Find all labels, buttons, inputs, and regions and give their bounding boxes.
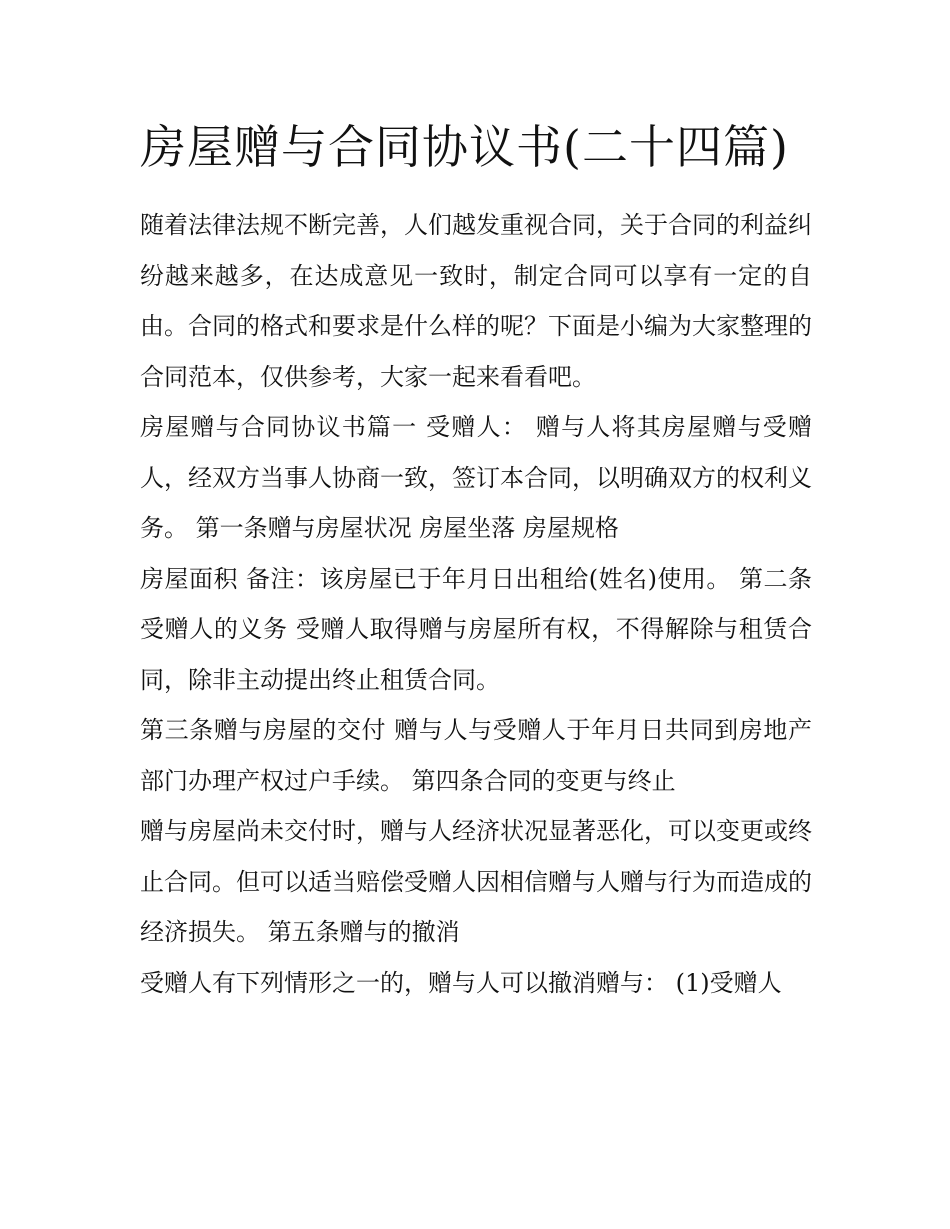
- document-title: 房屋赠与合同协议书(二十四篇): [140, 120, 789, 174]
- paragraph-revocation: 受赠人有下列情形之一的，赠与人可以撤消赠与： (1)受赠人: [140, 968, 782, 997]
- paragraph-article-four-five: 赠与房屋尚未交付时，赠与人经济状况显著恶化，可以变更或终止合同。但可以适当赔偿受赠人因相信赠与人赠与行为而造成的经济损失。 第五条赠与的撤消: [140, 817, 812, 946]
- paragraph-intro: 随着法律法规不断完善，人们越发重视合同，关于合同的利益纠纷越来越多，在达成意见一致时，制定合同可以享有一定的自由。合同的格式和要求是什么样的呢？下面是小编为大家整理的合同范本，仅供参考，大家一起来看看吧。: [140, 211, 812, 391]
- document-body: [140, 200, 812, 1008]
- paragraph-article-one: 房屋赠与合同协议书篇一 受赠人： 赠与人将其房屋赠与受赠人，经双方当事人协商一致，签订本合同，以明确双方的权利义务。 第一条赠与房屋状况 房屋坐落 房屋规格: [140, 413, 812, 542]
- paragraph-article-three-four: 第三条赠与房屋的交付 赠与人与受赠人于年月日共同到房地产部门办理产权过户手续。 第四条合同的变更与终止: [140, 716, 812, 795]
- paragraph-article-two: 房屋面积 备注：该房屋已于年月日出租给(姓名)使用。 第二条受赠人的义务 受赠人取得赠与房屋所有权，不得解除与租赁合同，除非主动提出终止租赁合同。: [140, 564, 812, 694]
- document-content: [140, 112, 812, 1008]
